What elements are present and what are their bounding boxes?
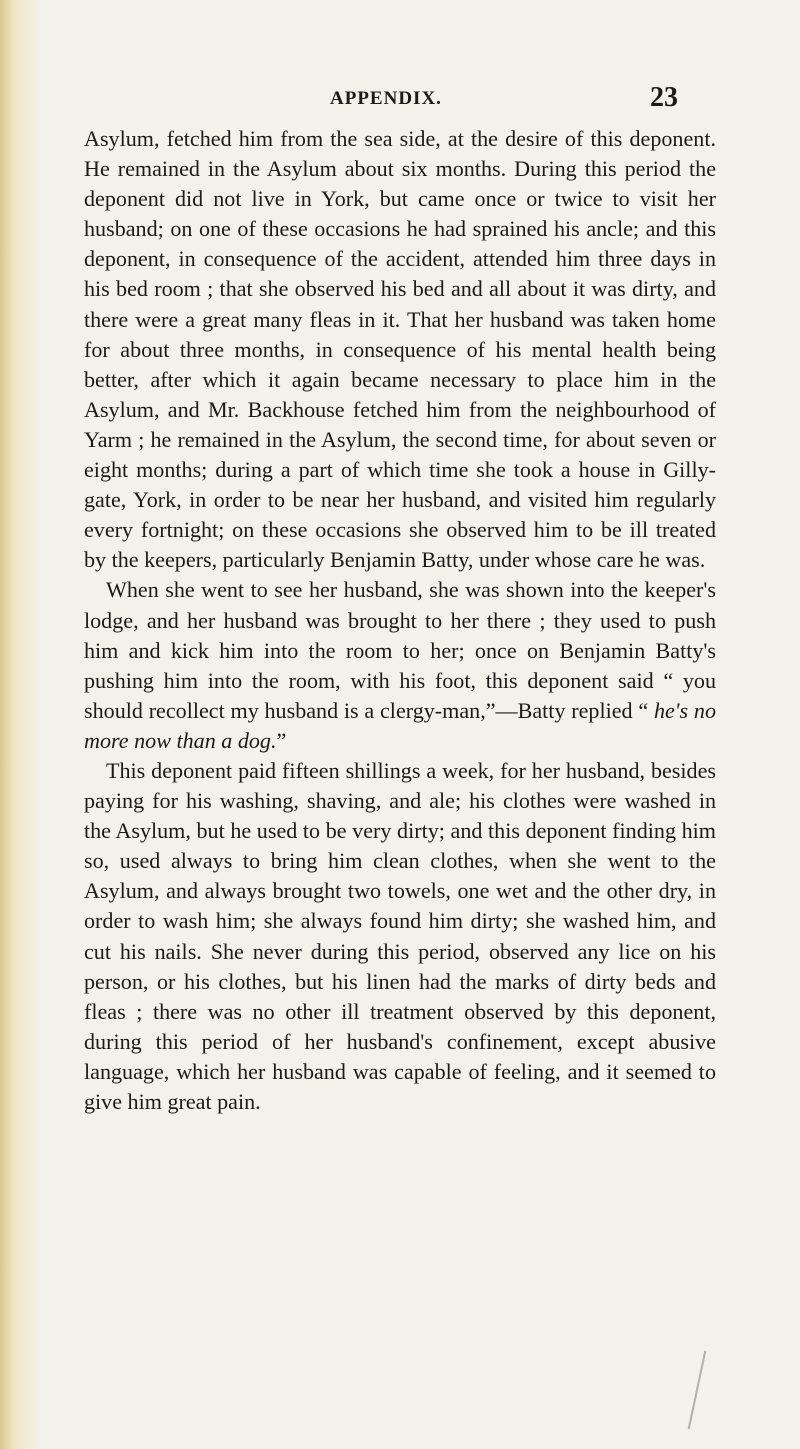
paragraph-3: This deponent paid fifteen shillings a week, for her husband, besides paying for his washing, shaving, and ale; his clothes were washed in the Asylum, but he used to be very dirty; and this deponent finding him so, used always to bring him clean clothes, when she went to the Asylum, and always brought two towels, one wet and the other dry, in order to wash him; she always found him dirty; she washed him, and cut his nails. She never during this period, observed any lice on his person, or his clothes, but his linen had the marks of dirty beds and fleas ; there was no other ill treatment observed by this deponent, during this period of her husband's confinement, except abusive language, which her husband was capable of feeling, and it seemed to give him great pain. (84, 757, 716, 1114)
paragraph-2-text: When she went to see her husband, she was shown into the keeper's lodge, and her husband was brought to her there ; they used to push him and kick him into the room to her; once on Benjamin Batty's pushing him into the room, with his foot, this deponent said “ you should recollect my husband is a clergy-man,”—Batty replied “ (84, 577, 716, 723)
running-head (0, 80, 800, 120)
stray-pencil-mark (688, 1351, 707, 1430)
running-head-title: APPENDIX. (330, 88, 442, 109)
body-text (84, 124, 716, 1117)
paragraph-2-closing-quote: ” (276, 727, 287, 753)
page-number: 23 (650, 82, 678, 113)
paragraph-2 (84, 575, 716, 756)
paragraph-1: Asylum, fetched him from the sea side, at the desire of this deponent. He remained in the Asylum about six months. During this period the deponent did not live in York, but came once or twice to visit her husband; on one of these occasions he had sprained his ancle; and this deponent, in consequence of the accident, attended him three days in his bed room ; that she observed his bed and all about it was dirty, and there were a great many fleas in it. That her husband was taken home for about three months, in consequence of his mental health being better, after which it again became necessary to place him in the Asylum, and Mr. Backhouse fetched him from the neighbourhood of Yarm ; he remained in the Asylum, the second time, for about seven or eight months; during a part of which time she took a house in Gilly-gate, York, in order to be near her husband, and visited him regularly every fortnight; on these occasions she observed him to be ill treated by the keepers, particularly Benjamin Batty, under whose care he was. (84, 126, 716, 573)
batty-quote: he's no more now than a dog. (84, 697, 716, 753)
